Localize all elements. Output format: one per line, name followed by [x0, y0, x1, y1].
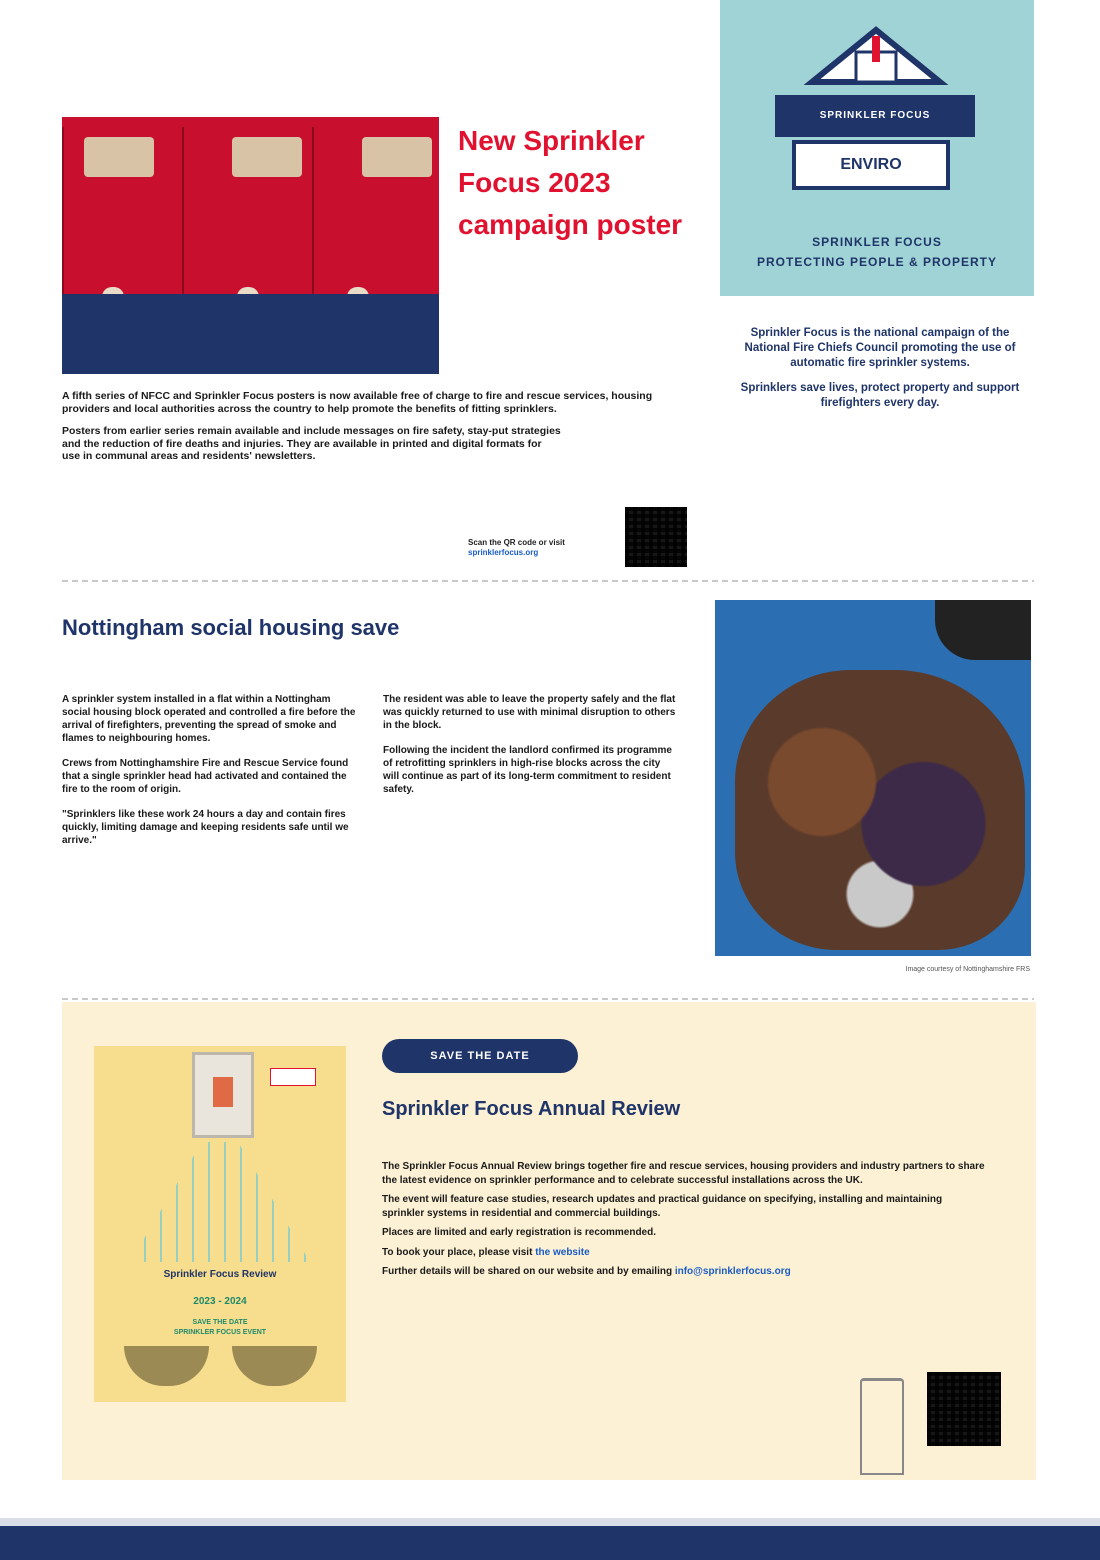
- article-column-1: A sprinkler system installed in a flat within a Nottingham social housing block operated and controlled a fire before the arrival of firefighters, preventing the spread of smoke and flames to neighbouring homes. Crews from Nottinghamshire Fire and Rescue Service found that a single sprinkler head had activated and contained the fire to the room of origin. "Sprinklers like these work 24 hours a day and contain fires quickly, limiting damage and keeping residents safe until we arrive.": [62, 694, 356, 846]
- sprinkler-head-icon: [192, 1052, 254, 1138]
- event-poster: [94, 1046, 346, 1402]
- logo-sub: ENVIRO: [792, 140, 950, 190]
- poster-date: 2023 - 2024: [193, 1296, 247, 1307]
- fire-damage-photo: [715, 600, 1031, 956]
- footer-stripe: [0, 1518, 1100, 1526]
- event-headline: Sprinkler Focus Annual Review: [382, 1098, 681, 1120]
- contact-email-link[interactable]: info@sprinklerfocus.org: [674, 1266, 791, 1277]
- qr-code-icon[interactable]: [927, 1372, 1001, 1446]
- section-divider: [62, 580, 1034, 582]
- event-link[interactable]: the website: [535, 1246, 590, 1258]
- section-divider: [62, 998, 1034, 1000]
- save-the-date-badge: SAVE THE DATE: [382, 1039, 578, 1073]
- footer-band: [0, 1526, 1100, 1560]
- scan-link[interactable]: sprinklerfocus.org: [468, 548, 539, 557]
- qr-code-icon[interactable]: [625, 507, 687, 567]
- poster-title: Sprinkler Focus Review: [163, 1269, 277, 1280]
- scan-instructions: Scan the QR code or visit sprinklerfocus.org: [468, 538, 565, 557]
- logo-banner: SPRINKLER FOCUS: [775, 95, 975, 137]
- logo-caption: SPRINKLER FOCUS PROTECTING PEOPLE & PROPERTY: [756, 235, 998, 269]
- article-column-2: The resident was able to leave the property safely and the flat was quickly returned to use with minimal disruption to others in the block. Following the incident the landlord confirmed its programme of retrofitting sprinklers in high-rise blocks across the city will continue as part of its long-term commitment to resident safety.: [383, 694, 676, 795]
- campaign-headline: New Sprinkler Focus 2023 campaign poster: [458, 125, 683, 240]
- nottingham-headline: Nottingham social housing save: [62, 615, 400, 640]
- sprinkler-sketch-icon: [860, 1378, 904, 1475]
- photo-credit: Image courtesy of Nottinghamshire FRS: [905, 966, 1030, 973]
- poster-caption: SAVE THE DATE SPRINKLER FOCUS EVENT: [173, 1319, 267, 1336]
- side-summary: Sprinkler Focus is the national campaign of the National Fire Chiefs Council promoting the use of automatic fire sprinkler systems. Sprinklers save lives, protect property and support firefighters every day.: [740, 327, 1020, 409]
- campaign-body: A fifth series of NFCC and Sprinkler Focus posters is now available free of charge to fire and rescue services, housing providers and local authorities across the country to help promote the benefits of fitting sprinklers. Posters from earlier series remain available and include messages on fire safety, stay-put strategies and the reduction of fire deaths and injuries. They are available in printed and digital formats for use in communal areas and residents' newsletters.: [62, 390, 653, 462]
- campaign-poster-photo: [62, 117, 439, 374]
- sprinkler-focus-logo: [720, 0, 1034, 296]
- event-body: The Sprinkler Focus Annual Review brings together fire and rescue services, housing providers and industry partners to share the latest evidence on sprinkler performance and to celebrate successful installations across the UK. The event will feature case studies, research updates and practical guidance on specifying, installing and maintaining sprinkler systems in residential and commercial buildings. Places are limited and early registration is recommended. To book your place, please visit the website Further details will be shared on our website and by emailing info@sprinklerfocus.org: [382, 1161, 985, 1277]
